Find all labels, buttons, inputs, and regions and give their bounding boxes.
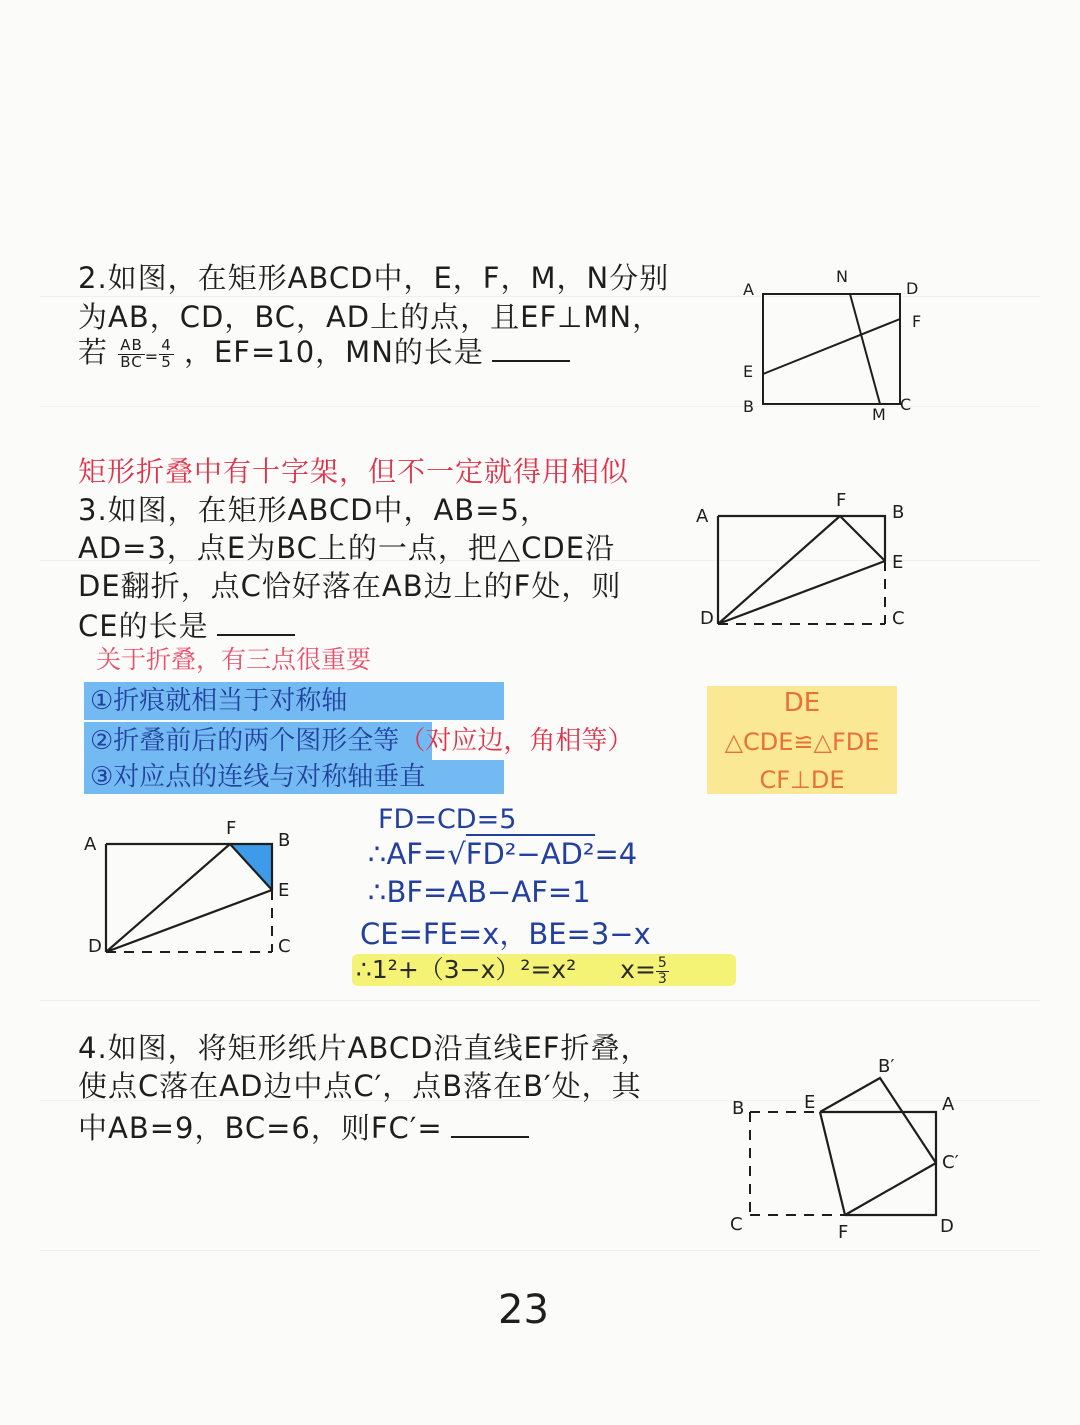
label-e: E: [892, 552, 904, 573]
problem-3-line-4: [78, 610, 295, 641]
problem-3-line-4-text: CE的长是: [78, 609, 209, 643]
problem-4-line-1: 4.如图，将矩形纸片ABCD沿直线EF折叠，: [78, 1031, 651, 1065]
segment-fc1: [845, 1163, 936, 1215]
problem-2-line-2: 为AB，CD，BC，AD上的点，且EF⊥MN，: [78, 300, 663, 334]
segment-ef: [820, 1112, 845, 1215]
sqrt-sign: √: [447, 837, 466, 871]
segment-df: [106, 844, 230, 952]
label-n: N: [836, 267, 848, 286]
label-b: B: [732, 1098, 745, 1119]
label-f: F: [836, 490, 847, 511]
problem-3-figure: [690, 488, 920, 638]
fold-note-title: 关于折叠，有三点很重要: [96, 645, 372, 674]
answer-blank: [217, 610, 295, 636]
solution-line-2-rhs: =4: [594, 837, 638, 871]
solution-line-1: FD=CD=5: [378, 804, 517, 835]
label-c: C: [278, 936, 291, 957]
answer-blank: [492, 336, 570, 362]
label-b: B: [892, 502, 905, 523]
label-m: M: [872, 405, 886, 424]
segment-df: [718, 516, 840, 624]
yellow-box-line-1: DE: [783, 688, 821, 718]
ratio-fraction-right: [159, 335, 174, 371]
sqrt-radicand: FD²−AD²: [466, 834, 595, 871]
fold-point-2: [90, 728, 633, 754]
label-c-prime: C′: [942, 1152, 959, 1173]
label-b-prime: B′: [878, 1056, 895, 1077]
solution-equation: ∴1²+（3−x）²=x²: [356, 955, 577, 985]
yellow-box-line-3: CF⊥DE: [759, 766, 845, 794]
problem-4-line-3: [78, 1112, 529, 1143]
label-a: A: [696, 506, 709, 527]
label-b: B: [278, 830, 291, 851]
frac-denominator: 3: [657, 970, 667, 987]
label-c: C: [892, 608, 905, 629]
label-e: E: [278, 880, 290, 901]
problem-4-line-2: 使点C落在AD边中点C′，点B落在B′处，其: [78, 1069, 642, 1103]
problem-2-prefix: 若: [78, 335, 109, 369]
solution-figure: [78, 818, 308, 968]
problem-3-line-1: 3.如图，在矩形ABCD中，AB=5，: [78, 493, 550, 527]
fold-point-3: ③对应点的连线与对称轴垂直: [90, 762, 426, 792]
paper-rule: [40, 1250, 1040, 1251]
yellow-box-line-2: △CDE≌△FDE: [724, 728, 880, 756]
label-a: A: [743, 280, 754, 299]
problem-2-line-1: 2.如图，在矩形ABCD中，E，F，M，N分别: [78, 261, 670, 295]
fold-point-1: ①折痕就相当于对称轴: [90, 686, 348, 716]
label-a: A: [84, 834, 97, 855]
problem-2-line-3: [78, 336, 570, 370]
label-f: F: [838, 1222, 849, 1243]
solution-line-2: [368, 837, 638, 871]
frac-numerator: 4: [161, 335, 172, 354]
problem-4-figure: [720, 1050, 970, 1250]
frac-denominator: 5: [161, 352, 172, 371]
solution-line-2-lhs: ∴AF=: [368, 837, 448, 871]
segment-ef: [763, 319, 900, 374]
label-a: A: [942, 1094, 955, 1115]
label-e: E: [743, 362, 754, 381]
fold-point-2-text: ②折叠前后的两个图形全等: [90, 726, 400, 756]
label-f: F: [912, 312, 922, 331]
segment-fe: [840, 516, 885, 561]
label-b: B: [743, 397, 754, 416]
segment-eb1-b1c1: [820, 1078, 936, 1163]
problem-3-line-3: DE翻折，点C恰好落在AB边上的F处，则: [78, 569, 622, 603]
label-d: D: [906, 279, 919, 298]
label-d: D: [940, 1216, 954, 1237]
label-c: C: [730, 1214, 743, 1235]
problem-4-line-3-text: 中AB=9，BC=6，则FC′=: [78, 1111, 443, 1145]
solution-line-3: ∴BF=AB−AF=1: [368, 875, 591, 909]
segment-de: [106, 890, 272, 952]
label-d: D: [700, 608, 714, 629]
segment-ea-ad-df: [820, 1112, 936, 1215]
note-red-title: 矩形折叠中有十字架，但不一定就得用相似: [78, 455, 630, 488]
answer-prefix: x=: [620, 955, 656, 985]
solution-line-5: [356, 956, 669, 986]
answer-blank: [451, 1112, 529, 1138]
problem-2-suffix: ，EF=10，MN的长是: [183, 335, 484, 369]
rectangle-abcd: [763, 294, 900, 404]
segment-mn: [850, 294, 880, 404]
label-c: C: [900, 395, 912, 414]
page-number: 23: [498, 1287, 549, 1333]
problem-2-figure: [730, 262, 930, 427]
paper-rule: [40, 1000, 1040, 1001]
label-d: D: [88, 936, 102, 957]
problem-3-line-2: AD=3，点E为BC上的一点，把△CDE沿: [78, 531, 616, 565]
ratio-fraction-left: [118, 335, 145, 371]
frac-numerator: AB: [120, 335, 143, 354]
segment-de: [718, 561, 885, 624]
frac-equals: =: [144, 347, 160, 366]
fold-point-2-paren: （对应边，角相等）: [399, 726, 634, 756]
solution-line-4: CE=FE=x，BE=3−x: [360, 917, 651, 951]
label-f: F: [226, 818, 237, 839]
rect-top-right: [718, 516, 885, 561]
label-e: E: [804, 1092, 816, 1113]
frac-numerator: 5: [657, 955, 667, 971]
answer-fraction: [656, 956, 669, 986]
frac-denominator: BC: [120, 352, 143, 371]
